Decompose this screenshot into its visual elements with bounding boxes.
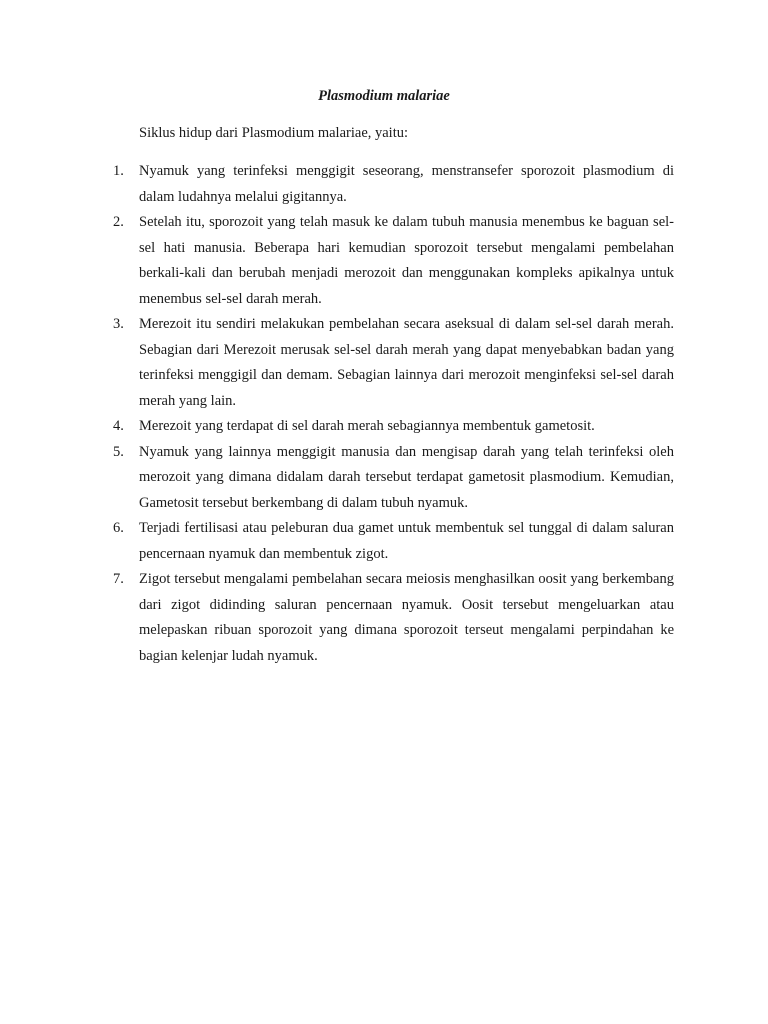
document-title: Plasmodium malariae (318, 88, 450, 104)
list-item-number: 7. (113, 571, 124, 587)
list-item-number: 5. (113, 443, 124, 460)
list-item-text: Terjadi fertilisasi atau peleburan dua gamet untuk membentuk sel tunggal di dalam saluran pencernaan nyamuk dan membentuk zigot. (139, 520, 674, 562)
list-item-text: Nyamuk yang lainnya menggigit manusia dan mengisap darah yang telah terinfeksi oleh merozoit yang dimana didalam darah tersebut terdapat gametosit plasmodium. Kemudian, Gametosit tersebut berkembang di dalam tubuh nyamuk. (139, 443, 674, 511)
list-item (113, 414, 674, 440)
list-item (113, 516, 674, 567)
list-item (113, 312, 674, 414)
list-item-number: 1. (113, 163, 124, 179)
list-item-number: 3. (113, 316, 124, 332)
list-item (113, 159, 674, 210)
list-item (113, 440, 674, 517)
intro-paragraph: Siklus hidup dari Plasmodium malariae, yaitu: (139, 125, 409, 141)
list-item (113, 567, 674, 669)
list-item-text: Nyamuk yang terinfeksi menggigit seseorang, menstransefer sporozoit plasmodium di dalam ludahnya melalui gigitannya. (139, 163, 674, 205)
list-item-text: Setelah itu, sporozoit yang telah masuk ke dalam tubuh manusia menembus ke baguan sel-sel hati manusia. Beberapa hari kemudian sporozoit tersebut mengalami pembelahan berkali-kali dan berubah menjadi merozoit dan menggunakan kompleks apikalnya untuk menembus sel-sel darah merah. (139, 214, 674, 307)
list-item (113, 210, 674, 312)
list-item-text: Merezoit yang terdapat di sel darah merah sebagiannya membentuk gametosit. (139, 418, 595, 434)
list-item-number: 4. (113, 418, 124, 434)
list-item-text: Merezoit itu sendiri melakukan pembelahan secara aseksual di dalam sel-sel darah merah. Sebagian dari Merezoit merusak sel-sel darah merah yang dapat menyebabkan badan yang terinfeksi menggigil dan demam. Sebagian lainnya dari merozoit menginfeksi sel-sel darah merah yang lain. (139, 316, 674, 409)
list-item-number: 2. (113, 214, 124, 230)
list-item-text: Zigot tersebut mengalami pembelahan secara meiosis menghasilkan oosit yang berkembang dari zigot didinding saluran pencernaan nyamuk. Oosit tersebut mengeluarkan atau melepaskan ribuan sporozoit yang dimana sporozoit terseut mengalami perpindahan ke bagian kelenjar ludah nyamuk. (139, 571, 674, 664)
lifecycle-steps-list (113, 159, 674, 669)
list-item-number: 6. (113, 520, 124, 536)
